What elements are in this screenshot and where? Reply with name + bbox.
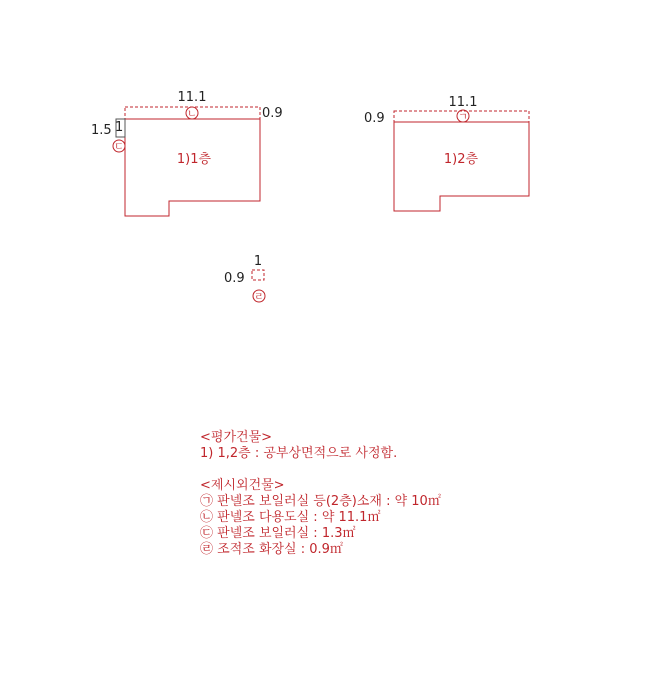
floor2-room-label: 1)2층 — [443, 152, 479, 167]
legend-header-excluded: <제시외건물> — [200, 478, 285, 493]
floor1-marker-top: ㄴ — [187, 109, 197, 120]
legend-item: ㉣ 조적조 화장실 : 0.9㎡ — [200, 542, 343, 557]
toilet-top-label: 1 — [253, 254, 263, 269]
floor1-plan — [91, 90, 283, 216]
floor1-width-label: 11.1 — [177, 90, 207, 105]
floor1-outline — [125, 119, 260, 216]
legend-notes — [200, 430, 441, 558]
floor1-marker-left: ㄷ — [114, 142, 124, 153]
toilet-marker: ㄹ — [254, 292, 264, 303]
floor1-room-label: 1)1층 — [176, 152, 212, 167]
floor2-left-label: 0.9 — [364, 111, 385, 126]
floor2-width-label: 11.1 — [448, 95, 478, 110]
legend-item: ㉢ 판넬조 보일러실 : 1.3㎡ — [200, 526, 356, 541]
legend-line-evaluated: 1) 1,2층 : 공부상면적으로 사정함. — [200, 446, 398, 461]
floor2-plan — [364, 95, 529, 211]
legend-header-evaluated: <평가건물> — [200, 430, 273, 445]
toilet-box-dashed — [252, 270, 264, 280]
floor1-left-label: 1.5 — [91, 123, 112, 138]
legend-spacer — [200, 462, 441, 478]
floor1-small-label: 1 — [115, 120, 124, 135]
floor2-marker-top: ㄱ — [458, 112, 468, 123]
toilet-plan — [224, 254, 265, 303]
legend-item: ㉡ 판넬조 다용도실 : 약 11.1㎡ — [200, 510, 381, 525]
floor1-right-label: 0.9 — [262, 106, 283, 121]
legend-item: ㉠ 판넬조 보일러실 등(2층)소재 : 약 10㎡ — [200, 494, 441, 509]
toilet-left-label: 0.9 — [224, 271, 245, 286]
